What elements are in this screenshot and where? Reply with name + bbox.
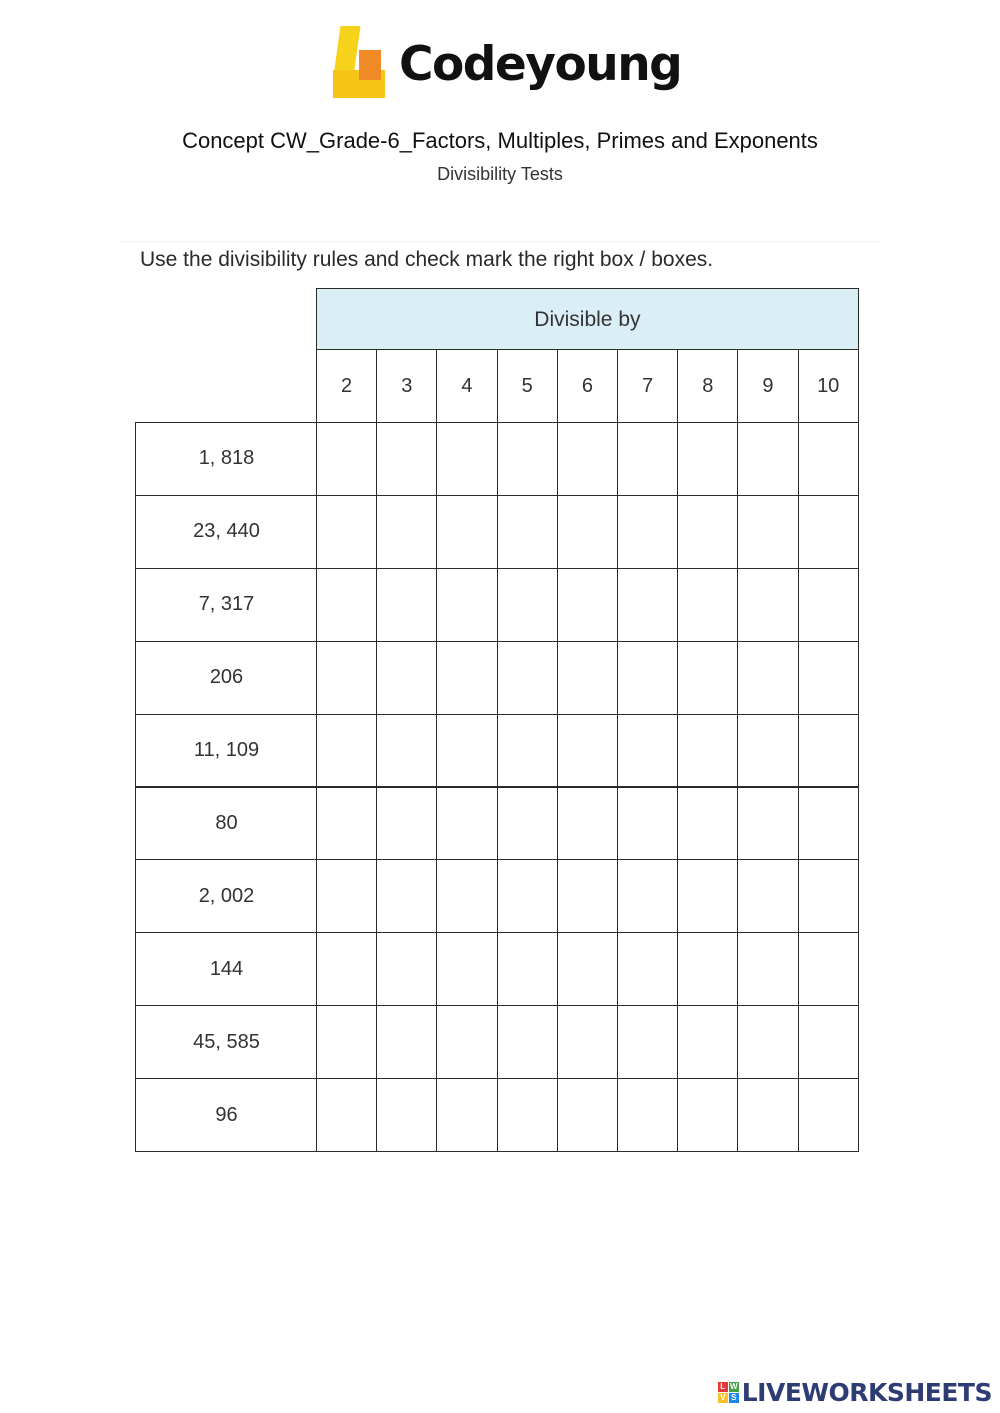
check-box-divisible-by-5[interactable] [497,495,558,569]
check-box-divisible-by-4[interactable] [436,641,497,715]
check-box-divisible-by-8[interactable] [677,1078,738,1152]
check-box-divisible-by-8[interactable] [677,495,738,569]
check-box-divisible-by-8[interactable] [677,932,738,1006]
check-box-divisible-by-2[interactable] [316,1005,377,1079]
check-box-divisible-by-8[interactable] [677,422,738,496]
divisor-header-2: 2 [316,349,377,424]
check-box-divisible-by-7[interactable] [617,932,678,1006]
check-box-divisible-by-9[interactable] [737,1005,798,1079]
divisor-header-7: 7 [617,349,678,424]
check-box-divisible-by-9[interactable] [737,787,798,861]
check-box-divisible-by-4[interactable] [436,714,497,788]
check-box-divisible-by-10[interactable] [798,932,859,1006]
check-box-divisible-by-6[interactable] [557,568,618,642]
check-box-divisible-by-8[interactable] [677,641,738,715]
check-box-divisible-by-9[interactable] [737,568,798,642]
check-box-divisible-by-7[interactable] [617,859,678,933]
check-box-divisible-by-7[interactable] [617,568,678,642]
check-box-divisible-by-4[interactable] [436,787,497,861]
number-label: 2, 002 [135,859,318,933]
check-box-divisible-by-4[interactable] [436,1005,497,1079]
check-box-divisible-by-5[interactable] [497,422,558,496]
check-box-divisible-by-3[interactable] [376,787,437,861]
divisible-by-header: Divisible by [316,288,859,351]
check-box-divisible-by-10[interactable] [798,859,859,933]
check-box-divisible-by-3[interactable] [376,714,437,788]
check-box-divisible-by-6[interactable] [557,714,618,788]
check-box-divisible-by-7[interactable] [617,495,678,569]
check-box-divisible-by-6[interactable] [557,422,618,496]
check-box-divisible-by-4[interactable] [436,422,497,496]
liveworksheets-logo [718,1378,992,1407]
divisor-header-6: 6 [557,349,618,424]
check-box-divisible-by-10[interactable] [798,714,859,788]
check-box-divisible-by-7[interactable] [617,714,678,788]
check-box-divisible-by-3[interactable] [376,1005,437,1079]
check-box-divisible-by-9[interactable] [737,495,798,569]
check-box-divisible-by-10[interactable] [798,495,859,569]
divisor-header-4: 4 [436,349,497,424]
check-box-divisible-by-6[interactable] [557,932,618,1006]
check-box-divisible-by-2[interactable] [316,932,377,1006]
check-box-divisible-by-7[interactable] [617,1005,678,1079]
check-box-divisible-by-3[interactable] [376,568,437,642]
check-box-divisible-by-2[interactable] [316,422,377,496]
divisor-header-9: 9 [737,349,798,424]
check-box-divisible-by-9[interactable] [737,714,798,788]
divisor-header-10: 10 [798,349,859,424]
page-title: Concept CW_Grade-6_Factors, Multiples, Primes and Exponents [182,128,818,153]
check-box-divisible-by-8[interactable] [677,714,738,788]
check-box-divisible-by-3[interactable] [376,422,437,496]
check-box-divisible-by-9[interactable] [737,422,798,496]
number-label: 7, 317 [135,568,318,642]
check-box-divisible-by-6[interactable] [557,495,618,569]
check-box-divisible-by-2[interactable] [316,641,377,715]
check-box-divisible-by-10[interactable] [798,1005,859,1079]
check-box-divisible-by-5[interactable] [497,859,558,933]
instruction-text: Use the divisibility rules and check mark the right box / boxes. [140,248,714,271]
check-box-divisible-by-4[interactable] [436,1078,497,1152]
number-label: 23, 440 [135,495,318,569]
check-box-divisible-by-9[interactable] [737,932,798,1006]
check-box-divisible-by-5[interactable] [497,1005,558,1079]
check-box-divisible-by-10[interactable] [798,787,859,861]
check-box-divisible-by-9[interactable] [737,641,798,715]
liveworksheets-icon: L W V S [718,1382,739,1403]
check-box-divisible-by-2[interactable] [316,1078,377,1152]
check-box-divisible-by-7[interactable] [617,422,678,496]
check-box-divisible-by-5[interactable] [497,568,558,642]
check-box-divisible-by-10[interactable] [798,641,859,715]
brand-name: Codeyoung [399,36,682,92]
check-box-divisible-by-7[interactable] [617,1078,678,1152]
check-box-divisible-by-2[interactable] [316,714,377,788]
number-label: 80 [135,787,318,861]
check-box-divisible-by-3[interactable] [376,1078,437,1152]
check-box-divisible-by-5[interactable] [497,641,558,715]
check-box-divisible-by-3[interactable] [376,932,437,1006]
check-box-divisible-by-5[interactable] [497,1078,558,1152]
check-box-divisible-by-5[interactable] [497,787,558,861]
divisor-header-3: 3 [376,349,437,424]
check-box-divisible-by-4[interactable] [436,859,497,933]
check-box-divisible-by-2[interactable] [316,495,377,569]
number-label: 11, 109 [135,714,318,788]
check-box-divisible-by-3[interactable] [376,495,437,569]
check-box-divisible-by-7[interactable] [617,641,678,715]
check-box-divisible-by-6[interactable] [557,1078,618,1152]
check-box-divisible-by-3[interactable] [376,859,437,933]
number-label: 1, 818 [135,422,318,496]
number-label: 96 [135,1078,318,1152]
check-box-divisible-by-9[interactable] [737,859,798,933]
check-box-divisible-by-8[interactable] [677,787,738,861]
codeyoung-logo [333,24,681,102]
check-box-divisible-by-6[interactable] [557,1005,618,1079]
check-box-divisible-by-10[interactable] [798,422,859,496]
divisor-header-5: 5 [497,349,558,424]
check-box-divisible-by-6[interactable] [557,787,618,861]
check-box-divisible-by-2[interactable] [316,568,377,642]
check-box-divisible-by-5[interactable] [497,932,558,1006]
page-subtitle: Divisibility Tests [437,164,563,184]
check-box-divisible-by-7[interactable] [617,787,678,861]
number-label: 45, 585 [135,1005,318,1079]
number-label: 144 [135,932,318,1006]
check-box-divisible-by-5[interactable] [497,714,558,788]
check-box-divisible-by-10[interactable] [798,1078,859,1152]
check-box-divisible-by-8[interactable] [677,1005,738,1079]
check-box-divisible-by-6[interactable] [557,859,618,933]
check-box-divisible-by-4[interactable] [436,495,497,569]
check-box-divisible-by-3[interactable] [376,641,437,715]
divisor-header-8: 8 [677,349,738,424]
check-box-divisible-by-6[interactable] [557,641,618,715]
check-box-divisible-by-4[interactable] [436,568,497,642]
check-box-divisible-by-2[interactable] [316,859,377,933]
liveworksheets-brand: LIVEWORKSHEETS [741,1378,992,1407]
check-box-divisible-by-8[interactable] [677,568,738,642]
check-box-divisible-by-10[interactable] [798,568,859,642]
divider [120,241,880,242]
number-label: 206 [135,641,318,715]
check-box-divisible-by-9[interactable] [737,1078,798,1152]
check-box-divisible-by-8[interactable] [677,859,738,933]
check-box-divisible-by-4[interactable] [436,932,497,1006]
codeyoung-logo-icon [333,26,387,100]
check-box-divisible-by-2[interactable] [316,787,377,861]
